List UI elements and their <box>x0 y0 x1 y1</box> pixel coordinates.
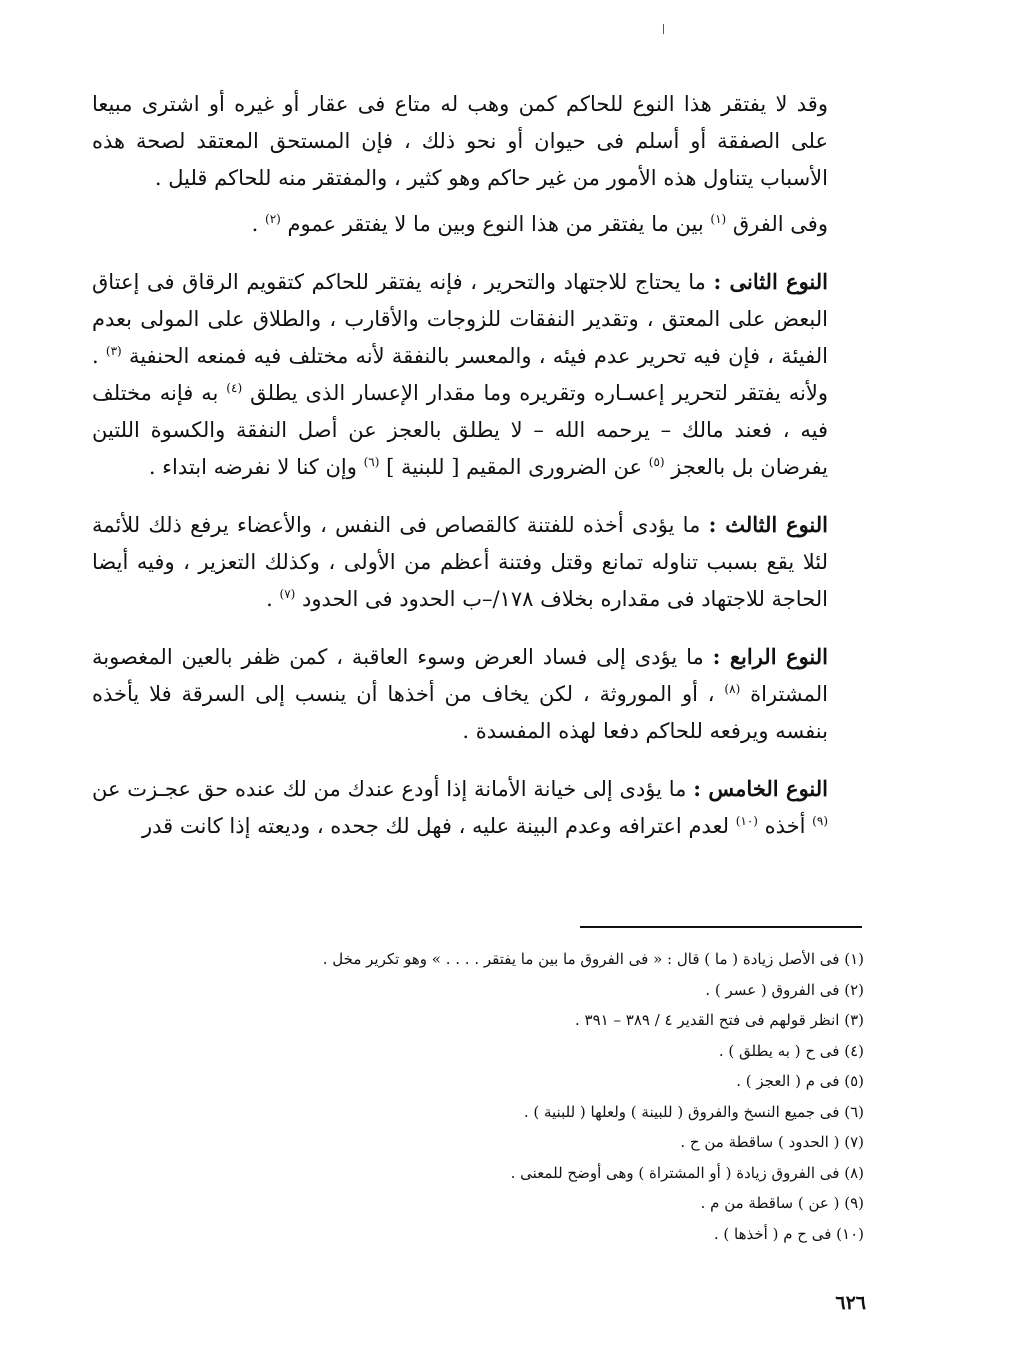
footnote-10: (١٠) فى ح م ( أخذها ) . <box>713 1224 864 1243</box>
section-heading-second: النوع الثانى : <box>713 269 828 294</box>
footnote-7: (٧) ( الحدود ) ساقطة من ح . <box>680 1133 864 1151</box>
footnote-ref-1: (١) <box>710 212 727 226</box>
footnote-2: (٢) فى الفروق ( عسر ) . <box>705 980 864 999</box>
paragraph-4-text-a: ما يؤدى أخذه للفتنة كالقصاص فى النفس ، والأعضاء يرفع ذلك للأئمة لئلا يقع بسبب تناوله تمانع وقتل وفتنة أعظم من الأولى ، وكذلك التعزير ، وفيه أيضا الحاجة للاجتهاد فى مقداره بخلاف ١٧٨/–ب الحدود فى الحدود <box>92 513 828 611</box>
footnote-6: (٦) فى جميع النسخ والفروق ( للبينة ) ولعلها ( للبنية ) . <box>523 1102 864 1121</box>
footnote-ref-3: (٣) <box>105 344 122 358</box>
paragraph-2 <box>92 206 864 243</box>
paragraph-1-text: وقد لا يفتقر هذا النوع للحاكم كمن وهب له متاع فى عقار أو غيره أو اشترى مبيعا على الصفقة أو أسلم فى حيوان أو نحو ذلك ، فإن المستحق المعتقد لصحة هذه الأسباب يتناول هذه الأمور من غير حاكم وهو كثير ، والمفتقر منه للحاكم قليل . <box>92 92 828 190</box>
footnotes <box>92 944 864 1249</box>
footnote-ref-7: (٧) <box>279 587 296 601</box>
paragraph-5-text-a: ما يؤدى إلى فساد العرض وسوء العاقبة ، كمن ظفر بالعين المغصوبة المشتراة <box>92 645 828 706</box>
paragraph-1 <box>92 86 864 197</box>
footnote-ref-6: (٦) <box>363 455 380 469</box>
footnote-ref-4: (٤) <box>226 381 243 395</box>
footnote-ref-2: (٢) <box>265 212 281 226</box>
paragraph-3-text-a: ما يحتاج للاجتهاد والتحرير ، فإنه يفتقر للحاكم كتقويم الرقاق فى إعتاق البعض على المعتق ، وتقدير النفقات للزوجات والأقارب ، والطلاق على المولى بعدم الفيئة ، فإن فيه تحرير عدم فيئه ، والمعسر بالنفقة لأنه مختلف فيه فمنعه الحنفية <box>92 270 828 368</box>
section-heading-fifth: النوع الخامس : <box>693 776 828 801</box>
footnote-ref-9: (٩) <box>812 814 828 828</box>
paragraph-6 <box>92 770 864 845</box>
footnote-ref-8: (٨) <box>724 682 741 696</box>
paragraph-6-text-b: أخذه <box>764 814 806 838</box>
paragraph-6-text-c: لعدم اعترافه وعدم البينة عليه ، فهل لك جحده ، وديعته إذا كانت قدر <box>141 814 729 838</box>
paragraph-4 <box>92 506 864 618</box>
footnote-1: (١) فى الأصل زيادة ( ما ) قال : « فى الفروق ما بين ما يفتقر . . . . » وهو تكرير مخل . <box>322 950 864 968</box>
footnote-4: (٤) فى ح ( به يطلق ) . <box>718 1041 864 1060</box>
paragraph-2-text-c: . <box>251 212 259 236</box>
paragraph-4-text-b: . <box>266 587 273 611</box>
paragraph-2-text-a: وفى الفرق <box>732 212 828 236</box>
paragraph-6-text-a: ما يؤدى إلى خيانة الأمانة إذا أودع عندك من لك عنده حق عجـزت عن <box>92 777 687 801</box>
footnote-ref-10: (١٠) <box>735 814 758 828</box>
footnote-ref-5: (٥) <box>648 455 665 469</box>
paragraph-3-text-e: وإن كنا لا نفرضه ابتداء . <box>148 455 357 479</box>
footnote-separator <box>580 926 862 928</box>
page-number: ٦٢٦ <box>835 1292 866 1314</box>
section-heading-third: النوع الثالث : <box>708 512 828 537</box>
footnote-5: (٥) فى م ( العجز ) . <box>736 1072 864 1090</box>
paragraph-5-text-b: ، أو الموروثة ، لكن يخاف من أخذها أن ينسب إلى السرقة فلا يأخذه بنفسه ويرفعه للحاكم دفعا لهذه المفسدة . <box>92 682 828 743</box>
paragraph-3-text-b: . ولأنه يفتقر لتحرير إعسـاره وتقريره وما مقدار الإعسار الذى يطلق <box>92 344 828 405</box>
paragraph-3 <box>92 263 864 486</box>
paragraph-5 <box>92 638 864 750</box>
scan-mark <box>663 24 664 34</box>
paragraph-3-text-d: عن الضرورى المقيم [ للبنية ] <box>386 455 643 479</box>
paragraph-3-text-c: به فإنه مختلف فيه ، فعند مالك – يرحمه الله – لا يطلق بالعجز عن أصل النفقة والكسوة اللتين يفرضان بل بالعجز <box>92 381 828 479</box>
footnote-8: (٨) فى الفروق زيادة ( أو المشتراة ) وهى أوضح للمعنى . <box>510 1163 864 1182</box>
footnote-3: (٣) انظر قولهم فى فتح القدير ٤ / ٣٨٩ – ٣٩١ . <box>575 1011 864 1029</box>
paragraph-2-text-b: بين ما يفتقر من هذا النوع وبين ما لا يفتقر عموم <box>287 212 704 236</box>
footnote-9: (٩) ( عن ) ساقطة من م . <box>700 1194 864 1212</box>
section-heading-fourth: النوع الرابع : <box>712 644 828 669</box>
main-text <box>92 86 864 845</box>
